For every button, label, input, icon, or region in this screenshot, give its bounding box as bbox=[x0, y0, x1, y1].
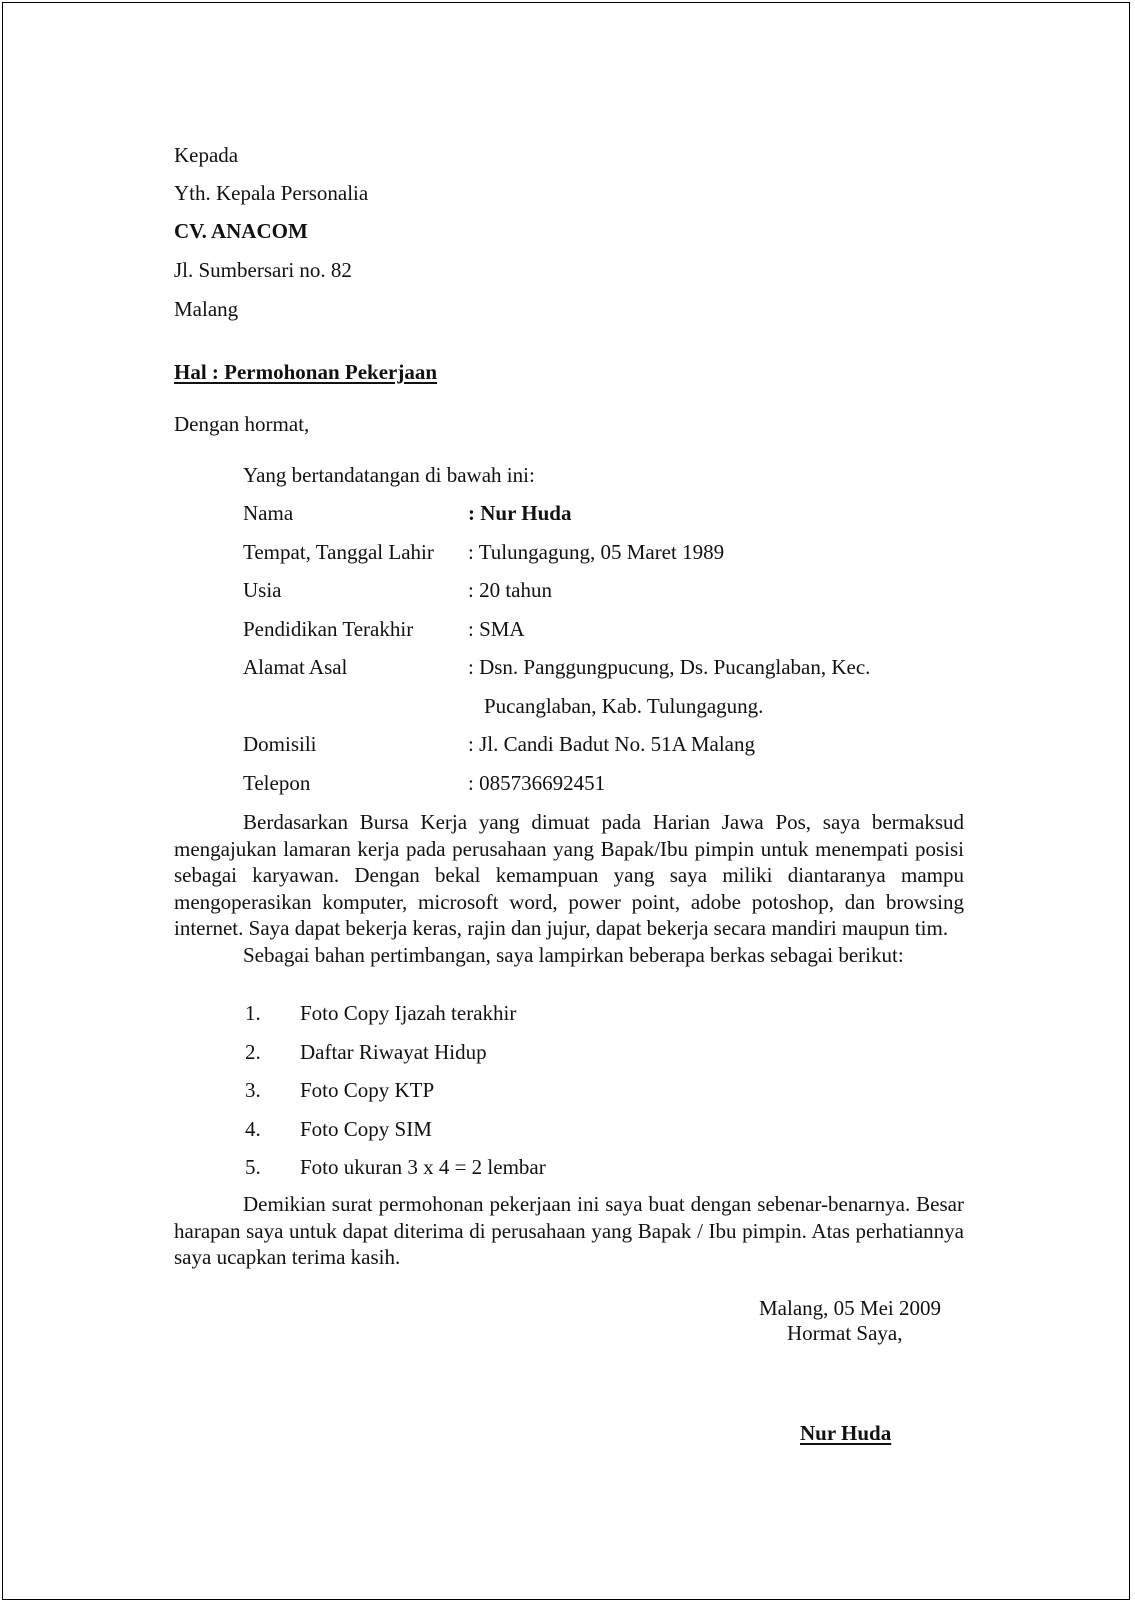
attachment-num: 4. bbox=[245, 1117, 261, 1141]
field-label-telepon: Telepon bbox=[243, 771, 311, 795]
recipient-address: Jl. Sumbersari no. 82 bbox=[174, 258, 352, 282]
body-paragraph-2: Sebagai bahan pertimbangan, saya lampirkan beberapa berkas sebagai berikut: bbox=[243, 942, 904, 967]
field-value-ttl: : Tulungagung, 05 Maret 1989 bbox=[468, 540, 725, 564]
recipient-title: Yth. Kepala Personalia bbox=[174, 181, 369, 205]
letter-subject: Hal : Permohonan Pekerjaan bbox=[174, 360, 438, 384]
attachment-item: Foto Copy Ijazah terakhir bbox=[300, 1001, 517, 1025]
closing-section bbox=[174, 1191, 964, 1271]
field-value-nama: : Nur Huda bbox=[468, 501, 572, 525]
greeting: Dengan hormat, bbox=[174, 412, 310, 436]
field-label-usia: Usia bbox=[243, 578, 282, 602]
body-paragraph-1: Berdasarkan Bursa Kerja yang dimuat pada Harian Jawa Pos, saya bermaksud mengajukan lamaran kerja pada perusahaan yang Bapak/Ibu pimpin untuk menempati posisi sebagai karyawan. Dengan bekal kemampuan yang saya miliki diantaranya mampu mengoperasikan komputer, microsoft word, power point, adobe potoshop, dan browsing internet. Saya dapat bekerja keras, rajin dan jujur, dapat bekerja secara mandiri maupun tim. bbox=[174, 810, 964, 940]
closing-paragraph: Demikian surat permohonan pekerjaan ini saya buat dengan sebenar-benarnya. Besar harapan saya untuk dapat diterima di perusahaan yang Bapak / Ibu pimpin. Atas perhatiannya saya ucapkan terima kasih. bbox=[174, 1192, 964, 1269]
field-label-nama: Nama bbox=[243, 501, 294, 525]
field-label-pendidikan: Pendidikan Terakhir bbox=[243, 617, 414, 641]
recipient-city: Malang bbox=[174, 297, 239, 321]
field-value-pendidikan: : SMA bbox=[468, 617, 525, 641]
letter-page bbox=[2, 2, 1130, 1600]
attachment-item: Foto ukuran 3 x 4 = 2 lembar bbox=[300, 1155, 546, 1179]
intro-text: Yang bertandatangan di bawah ini: bbox=[243, 463, 535, 487]
recipient-to: Kepada bbox=[174, 143, 239, 167]
field-value-alamat-cont: Pucanglaban, Kab. Tulungagung. bbox=[484, 694, 764, 718]
attachment-num: 3. bbox=[245, 1078, 261, 1102]
field-label-ttl: Tempat, Tanggal Lahir bbox=[243, 540, 434, 564]
attachment-num: 5. bbox=[245, 1155, 261, 1179]
signature-place-date: Malang, 05 Mei 2009 bbox=[759, 1296, 941, 1320]
field-value-domisili: : Jl. Candi Badut No. 51A Malang bbox=[468, 732, 755, 756]
field-label-alamat: Alamat Asal bbox=[243, 655, 348, 679]
field-label-domisili: Domisili bbox=[243, 732, 317, 756]
field-value-alamat: : Dsn. Panggungpucung, Ds. Pucanglaban, Kec. bbox=[468, 655, 871, 679]
body-section bbox=[174, 809, 964, 968]
attachment-num: 2. bbox=[245, 1040, 261, 1064]
attachment-item: Foto Copy KTP bbox=[300, 1078, 435, 1102]
field-value-telepon: : 085736692451 bbox=[468, 771, 606, 795]
recipient-company: CV. ANACOM bbox=[174, 219, 308, 243]
field-value-usia: : 20 tahun bbox=[468, 578, 552, 602]
signature-name: Nur Huda bbox=[800, 1421, 892, 1445]
signature-salutation: Hormat Saya, bbox=[787, 1321, 903, 1345]
attachment-item: Foto Copy SIM bbox=[300, 1117, 432, 1141]
attachment-num: 1. bbox=[245, 1001, 261, 1025]
attachment-item: Daftar Riwayat Hidup bbox=[300, 1040, 487, 1064]
